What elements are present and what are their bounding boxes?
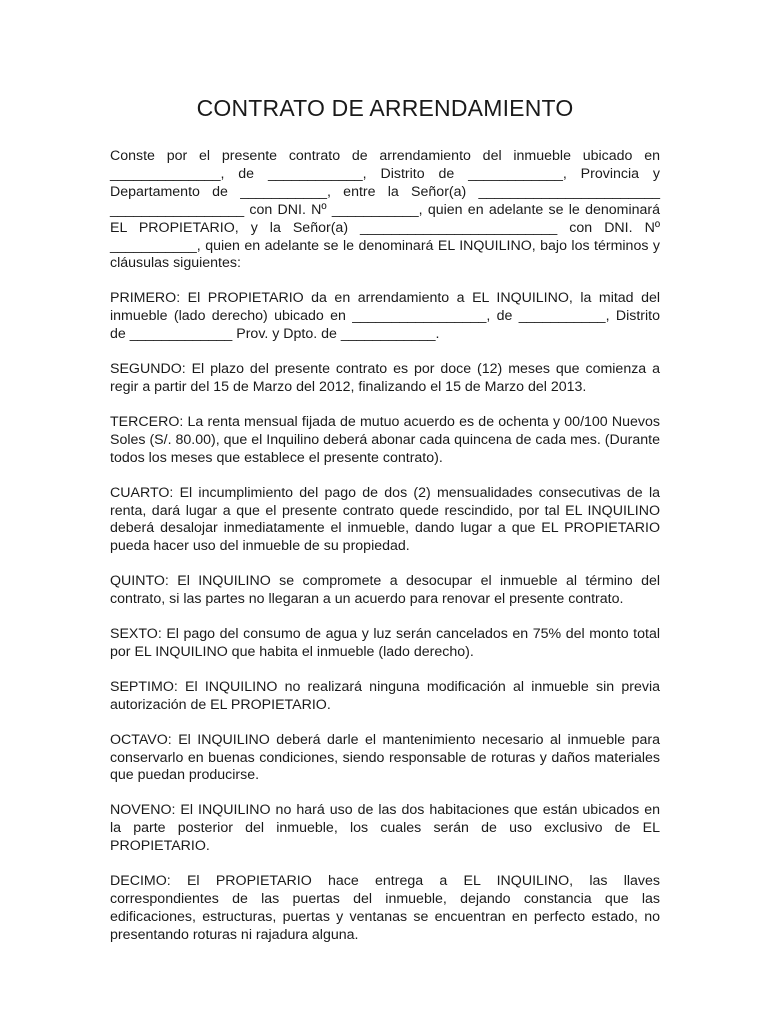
document-page <box>110 0 660 962</box>
clause-decimo: DECIMO: El PROPIETARIO hace entrega a EL INQUILINO, las llaves correspondientes de las puertas del inmueble, dejando constancia que las edificaciones, estructuras, puertas y ventanas se encuentran en perfecto estado, no presentando roturas ni rajadura alguna. <box>110 873 660 943</box>
document-body <box>110 148 660 945</box>
clause-primero: PRIMERO: El PROPIETARIO da en arrendamiento a EL INQUILINO, la mitad del inmueble (lado derecho) ubicado en _________________, de ___________, Distrito de _____________ Prov. y Dpto. de ____________. <box>110 290 660 343</box>
clause-octavo: OCTAVO: El INQUILINO deberá darle el mantenimiento necesario al inmueble para conservarlo en buenas condiciones, siendo responsable de roturas y daños materiales que puedan producirse. <box>110 731 660 784</box>
clause-noveno: NOVENO: El INQUILINO no hará uso de las dos habitaciones que están ubicados en la parte posterior del inmueble, los cuales serán de uso exclusivo de EL PROPIETARIO. <box>110 802 660 855</box>
document-title: CONTRATO DE ARRENDAMIENTO <box>196 95 574 121</box>
paragraph-preamble: Conste por el presente contrato de arrendamiento del inmueble ubicado en ______________, de ____________, Distrito de ____________, Provincia y Departamento de ___________, entre la Señor(a) _______________________ _________________ con DNI. Nº ___________, quien en adelante se le denominará EL PROPIETARIO, y la Señor(a) _________________________ con DNI. Nº ___________, quien en adelante se le denominará EL INQUILINO, bajo los términos y cláusulas siguientes: <box>110 148 660 272</box>
clause-septimo: SEPTIMO: El INQUILINO no realizará ninguna modificación al inmueble sin previa autorización de EL PROPIETARIO. <box>110 678 660 713</box>
clause-segundo: SEGUNDO: El plazo del presente contrato es por doce (12) meses que comienza a regir a partir del 15 de Marzo del 2012, finalizando el 15 de Marzo del 2013. <box>110 361 660 395</box>
clause-sexto: SEXTO: El pago del consumo de agua y luz serán cancelados en 75% del monto total por EL INQUILINO que habita el inmueble (lado derecho). <box>110 626 660 660</box>
clause-tercero: TERCERO: La renta mensual fijada de mutuo acuerdo es de ochenta y 00/100 Nuevos Soles (S/. 80.00), que el Inquilino deberá abonar cada quincena de cada mes. (Durante todos los meses que establece el presente contrato). <box>110 413 660 466</box>
clause-cuarto: CUARTO: El incumplimiento del pago de dos (2) mensualidades consecutivas de la renta, dará lugar a que el presente contrato quede rescindido, por tal EL INQUILINO deberá desalojar inmediatamente el inmueble, dando lugar a que EL PROPIETARIO pueda hacer uso del inmueble de su propiedad. <box>110 484 660 555</box>
clause-quinto: QUINTO: El INQUILINO se compromete a desocupar el inmueble al término del contrato, si las partes no llegaran a un acuerdo para renovar el presente contrato. <box>110 573 660 608</box>
